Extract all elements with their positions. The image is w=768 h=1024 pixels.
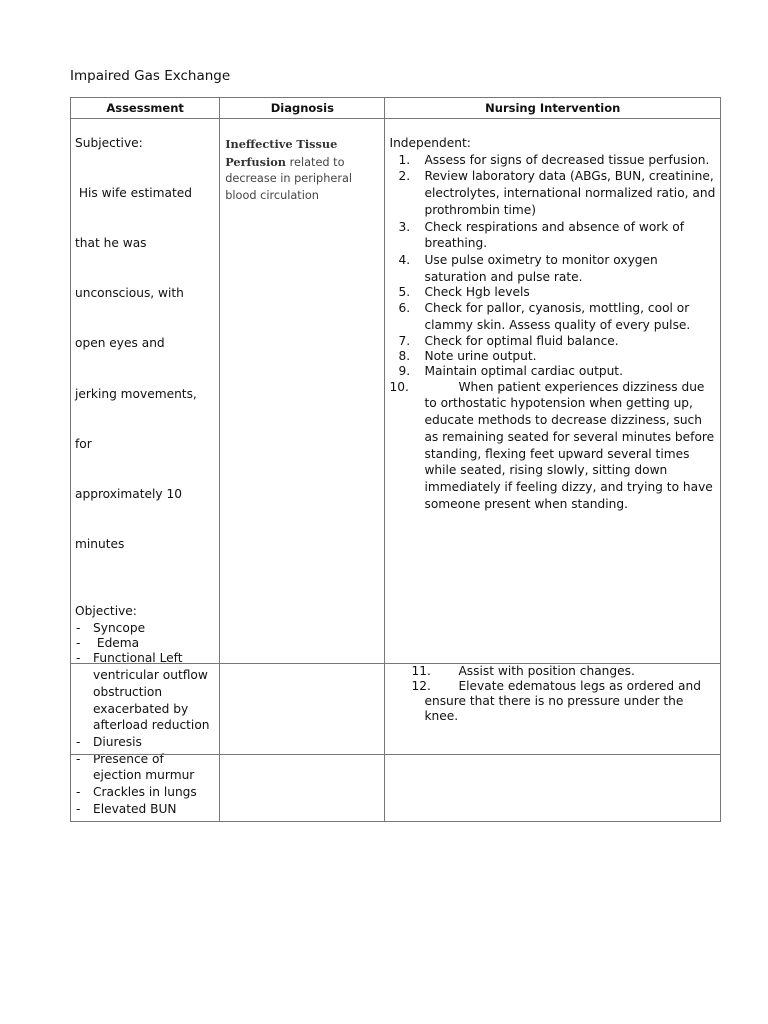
subjective-line: that he was xyxy=(75,236,147,251)
intervention-item: 8. Note urine output. xyxy=(398,348,537,363)
intervention-item: 2. Review laboratory data (ABGs, BUN, creatinine, electrolytes, international normalized ratio, and prothrombin time) xyxy=(398,169,716,217)
intervention-list xyxy=(389,152,716,513)
diagnosis-text xyxy=(225,136,380,204)
subjective-text xyxy=(75,152,215,586)
subjective-line: open eyes and xyxy=(75,336,165,351)
objective-item: - Crackles in lungs xyxy=(75,784,215,801)
intervention-item: 10. When patient experiences dizziness due to orthostatic hypotension when getting up, educate methods to decrease dizziness, such as remaining seated for several minutes before standing, flexing feet upward several times while seated, rising slowly, sitting down immediately if feeling dizzy, and trying to have someone present when standing. xyxy=(389,379,715,511)
header-assessment: Assessment xyxy=(71,98,220,119)
subjective-line: jerking movements, xyxy=(75,386,197,401)
intervention-item: 7. Check for optimal fluid balance. xyxy=(398,333,619,348)
intervention-item: 4. Use pulse oximetry to monitor oxygen saturation and pulse rate. xyxy=(398,252,658,284)
objective-item: - Elevated BUN xyxy=(75,801,215,818)
objective-item: - Edema xyxy=(75,636,215,650)
care-plan-table-continued xyxy=(70,663,721,755)
assessment-cell-empty xyxy=(71,664,220,755)
header-diagnosis: Diagnosis xyxy=(220,98,385,119)
subjective-line: approximately 10 xyxy=(75,486,182,501)
objective-item: - Diuresis xyxy=(75,734,215,751)
intervention-cell-continued xyxy=(385,664,721,755)
intervention-item: 3. Check respirations and absence of work of breathing. xyxy=(398,219,684,251)
subjective-line: His wife estimated xyxy=(75,186,193,201)
diagnosis-cell-empty xyxy=(220,664,385,755)
objective-item: - Syncope xyxy=(75,620,215,637)
diagnosis-title: Ineffective Tissue Perfusion xyxy=(225,137,338,169)
intervention-label: Independent: xyxy=(389,136,471,150)
objective-label: Objective: xyxy=(75,603,137,618)
intervention-item: 12. Elevate edematous legs as ordered and ensure that there is no pressure under the knee. xyxy=(411,679,701,723)
objective-item: - Functional Left ventricular outflow obstruction exacerbated by afterload reduction xyxy=(75,650,215,734)
diagnosis-related: related to decrease in peripheral blood circulation xyxy=(225,155,353,202)
page-title: Impaired Gas Exchange xyxy=(70,68,231,84)
subjective-line: unconscious, with xyxy=(75,286,184,301)
intervention-item: 1. Assess for signs of decreased tissue perfusion. xyxy=(398,152,710,167)
subjective-line: for xyxy=(75,436,92,451)
intervention-item: 9. Maintain optimal cardiac output. xyxy=(398,363,623,378)
table-row xyxy=(71,664,721,755)
header-nursing-intervention: Nursing Intervention xyxy=(385,98,721,119)
objective-item: - Presence of ejection murmur xyxy=(75,751,215,784)
subjective-label: Subjective: xyxy=(75,136,143,150)
intervention-list-continued xyxy=(389,664,716,724)
intervention-item: 11. Assist with position changes. xyxy=(411,664,635,678)
intervention-item: 5. Check Hgb levels xyxy=(398,285,530,300)
intervention-item: 6. Check for pallor, cyanosis, mottling, cool or clammy skin. Assess quality of every pulse. xyxy=(398,301,691,333)
table-header-row xyxy=(71,98,721,119)
subjective-line: minutes xyxy=(75,536,125,551)
